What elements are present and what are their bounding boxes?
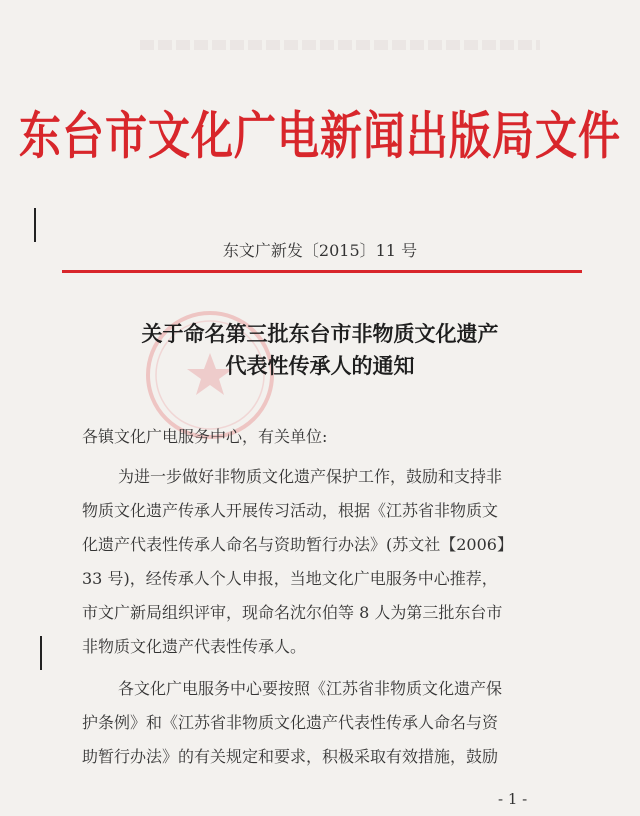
- paragraph-line: 各文化广电服务中心要按照《江苏省非物质文化遗产保: [118, 679, 503, 698]
- paragraph-line: 33 号)，经传承人个人申报，当地文化广电服务中心推荐，: [82, 569, 498, 588]
- paragraph-line: 物质文化遗产传承人开展传习活动，根据《江苏省非物质文: [82, 501, 499, 520]
- margin-punch-mark: [40, 636, 42, 670]
- paragraph-line: 非物质文化遗产代表性传承人。: [82, 637, 307, 656]
- faint-bleedthrough: [140, 40, 540, 50]
- paragraph-line: 护条例》和《江苏省非物质文化遗产代表性传承人命名与资: [82, 713, 499, 732]
- paragraph-line: 市文广新局组织评审，现命名沈尔伯等 8 人为第三批东台市: [82, 603, 503, 622]
- salutation: 各镇文化广电服务中心，有关单位:: [82, 427, 328, 446]
- red-divider-line: [62, 270, 582, 273]
- notice-title-line-2: 代表性传承人的通知: [225, 354, 415, 378]
- paragraph-line: 助暂行办法》的有关规定和要求，积极采取有效措施，鼓励: [82, 747, 499, 766]
- document-number: 东文广新发〔2015〕11 号: [222, 241, 418, 260]
- paragraph-line: 化遗产代表性传承人命名与资助暂行办法》(苏文社【2006】: [82, 535, 513, 554]
- page-number: - 1 -: [498, 790, 528, 808]
- notice-title-line-1: 关于命名第三批东台市非物质文化遗产: [141, 322, 499, 346]
- margin-punch-mark: [34, 208, 36, 242]
- paragraph-line: 为进一步做好非物质文化遗产保护工作，鼓励和支持非: [118, 467, 503, 486]
- document-header-title: 东台市文化广电新闻出版局文件: [18, 105, 621, 166]
